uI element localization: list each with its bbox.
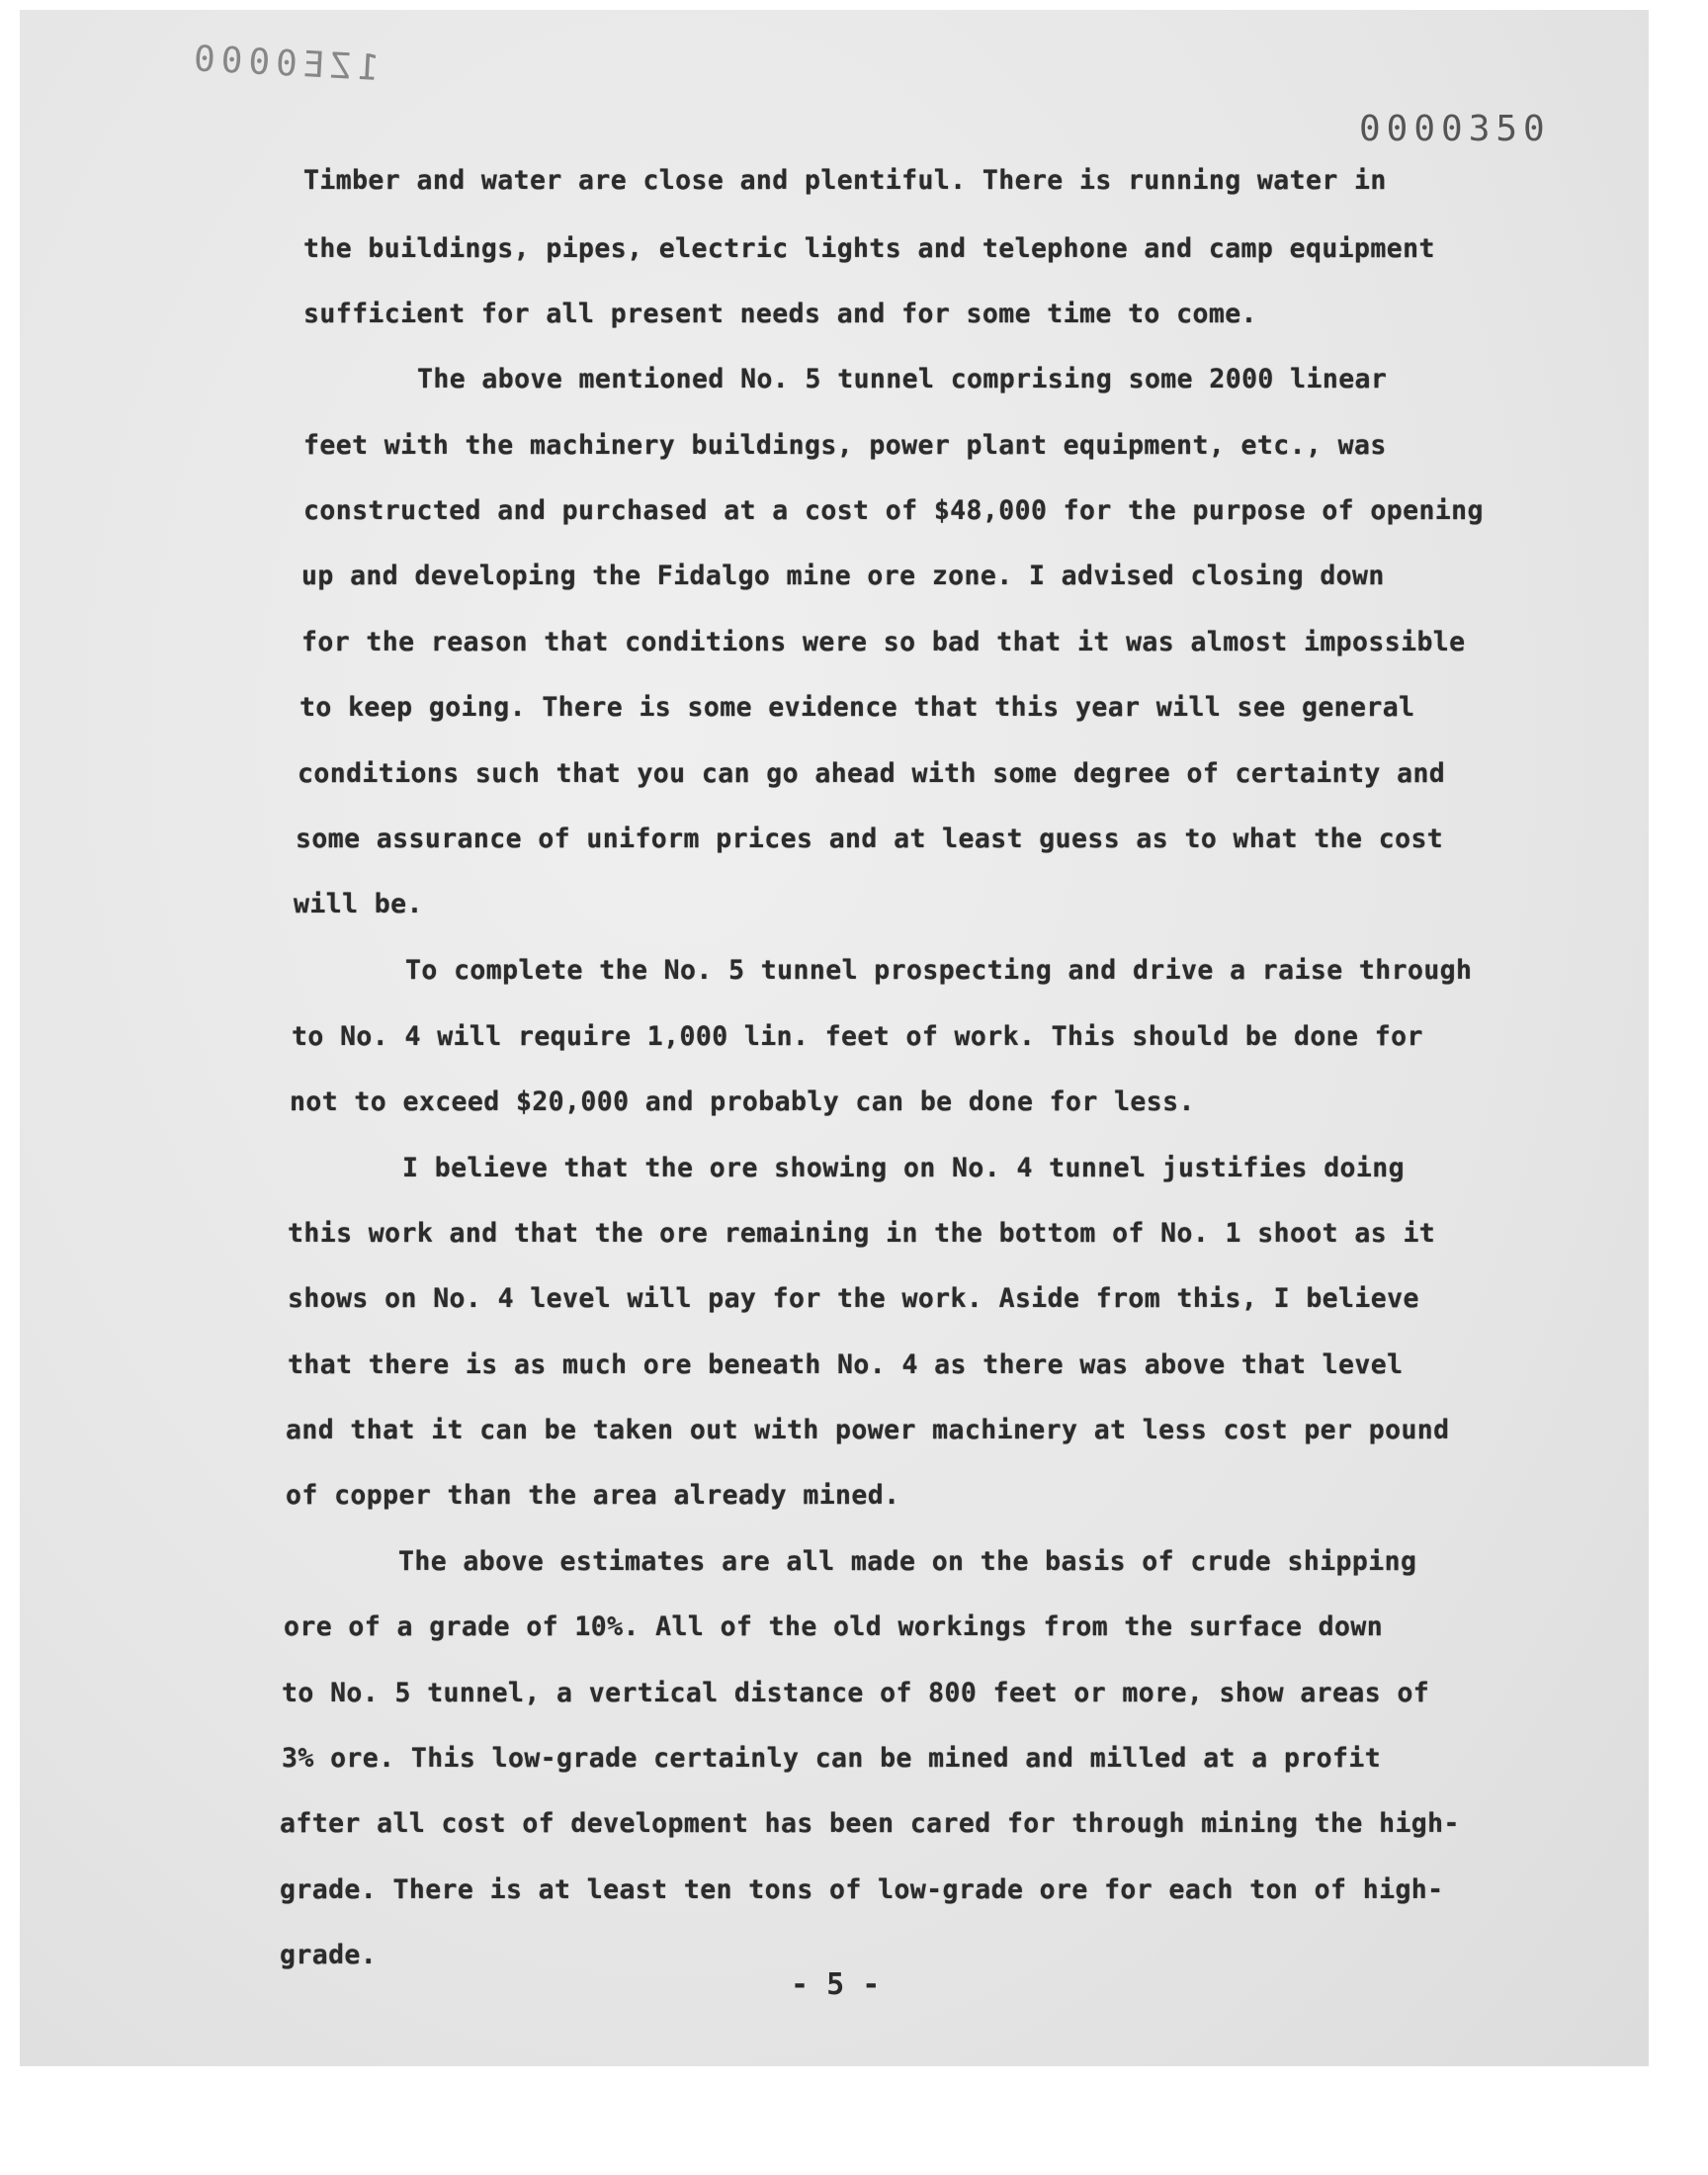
text-line: sufficient for all present needs and for some time to come.: [303, 299, 1257, 329]
text-line: feet with the machinery buildings, power plant equipment, etc., was: [303, 430, 1387, 461]
text-line: this work and that the ore remaining in the bottom of No. 1 shoot as it: [288, 1218, 1436, 1249]
text-line: not to exceed $20,000 and probably can be done for less.: [290, 1087, 1195, 1117]
text-line: that there is as much ore beneath No. 4 as there was above that level: [288, 1349, 1404, 1380]
text-line: conditions such that you can go ahead with some degree of certainty and: [298, 758, 1446, 789]
text-line: I believe that the ore showing on No. 4 tunnel justifies doing: [402, 1153, 1405, 1183]
text-line: after all cost of development has been cared for through mining the high-: [280, 1808, 1460, 1839]
text-line: for the reason that conditions were so bad that it was almost impossible: [301, 627, 1466, 657]
mirrored-bates-stamp: 1ZE0000: [187, 38, 381, 90]
text-line: and that it can be taken out with power machinery at less cost per pound: [286, 1415, 1450, 1445]
text-line: grade. There is at least ten tons of low-grade ore for each ton of high-: [280, 1874, 1444, 1905]
text-line: ore of a grade of 10%. All of the old workings from the surface down: [284, 1611, 1384, 1642]
text-line: to No. 4 will require 1,000 lin. feet of work. This should be done for: [292, 1021, 1423, 1052]
text-line: some assurance of uniform prices and at least guess as to what the cost: [296, 824, 1444, 854]
text-line: Timber and water are close and plentiful. There is running water in: [303, 165, 1387, 196]
text-line: constructed and purchased at a cost of $48,000 for the purpose of opening: [303, 495, 1484, 526]
text-line: up and developing the Fidalgo mine ore zone. I advised closing down: [301, 561, 1385, 591]
bates-number-stamp: 0000350: [1359, 109, 1551, 149]
text-line: The above mentioned No. 5 tunnel comprising some 2000 linear: [417, 364, 1388, 394]
text-line: to keep going. There is some evidence that this year will see general: [299, 692, 1415, 723]
text-line: The above estimates are all made on the basis of crude shipping: [398, 1546, 1417, 1577]
text-line: of copper than the area already mined.: [286, 1480, 900, 1511]
text-line: 3% ore. This low-grade certainly can be mined and milled at a profit: [282, 1743, 1382, 1774]
text-line: the buildings, pipes, electric lights and telephone and camp equipment: [303, 233, 1435, 264]
text-line: will be.: [294, 889, 423, 919]
text-line: grade.: [280, 1940, 378, 1970]
text-line: shows on No. 4 level will pay for the work. Aside from this, I believe: [288, 1283, 1419, 1314]
text-line: To complete the No. 5 tunnel prospecting and drive a raise through: [405, 955, 1473, 986]
page-number: - 5 -: [791, 1967, 881, 2002]
text-line: to No. 5 tunnel, a vertical distance of 800 feet or more, show areas of: [282, 1678, 1430, 1708]
